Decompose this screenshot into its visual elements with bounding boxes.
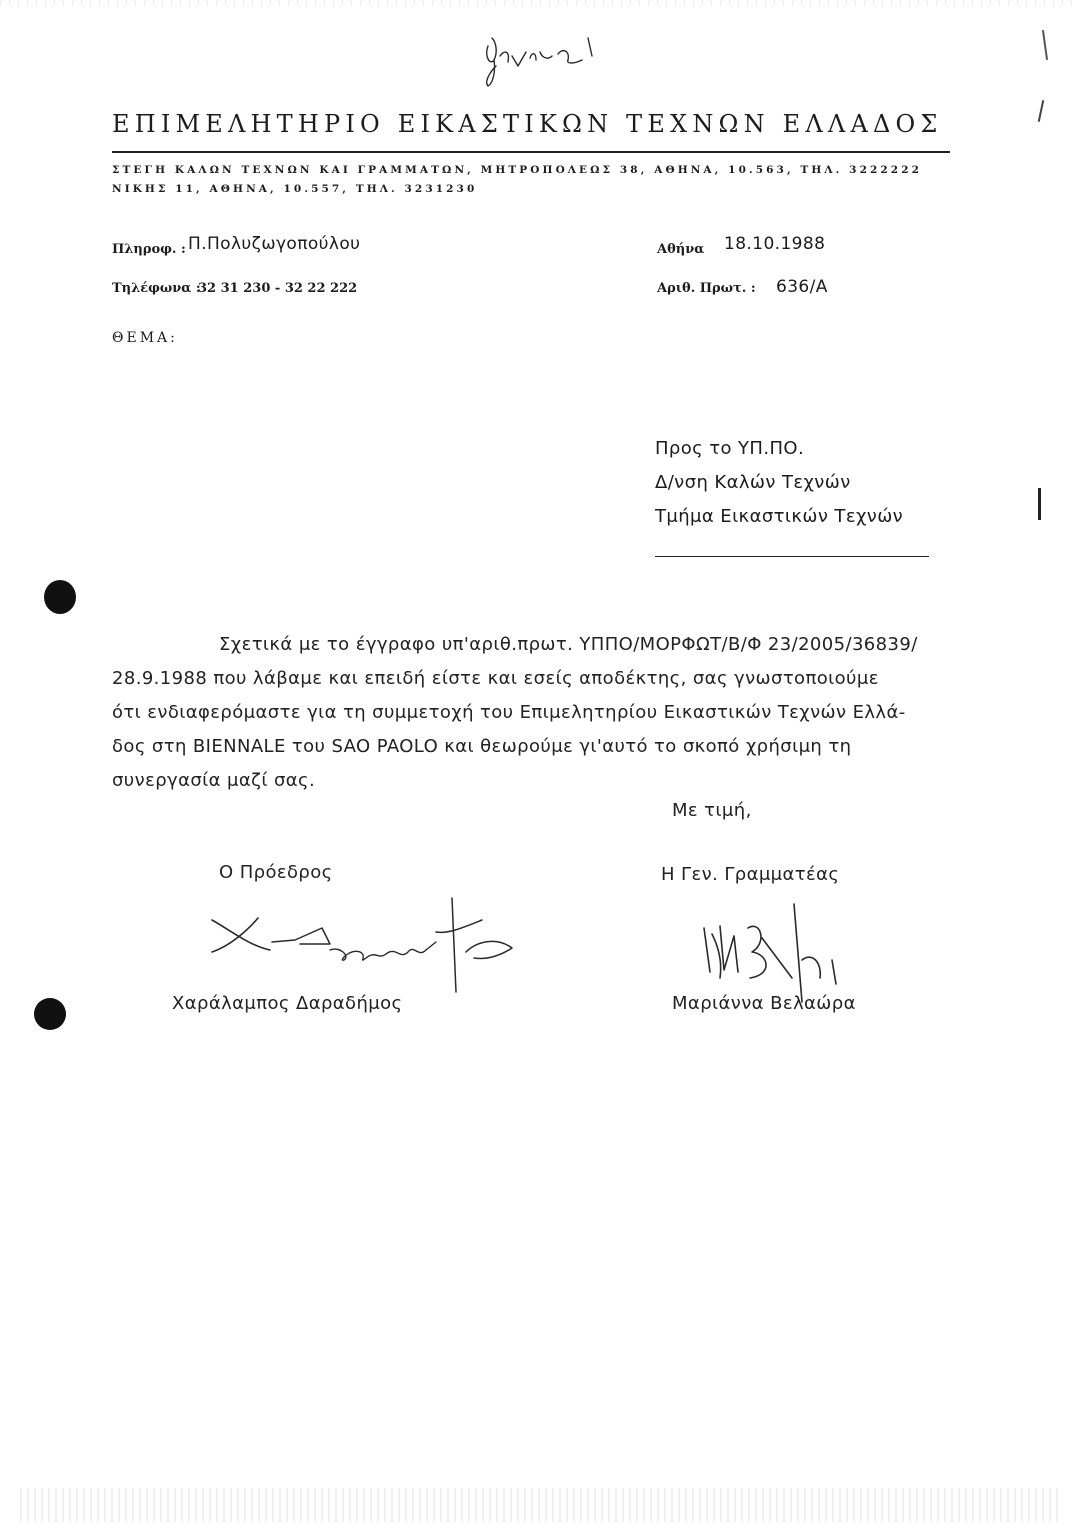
right-signatory-name: Μαριάννα Βελαώρα (672, 993, 856, 1014)
subject-label: ΘΕΜΑ: (112, 330, 178, 346)
scan-noise (20, 1488, 1060, 1522)
phones-value: 32 31 230 - 32 22 222 (198, 281, 358, 296)
margin-mark (1042, 30, 1048, 60)
protocol-value: 636/Α (776, 277, 828, 297)
recipient-line-2: Δ/νση Καλών Τεχνών (655, 472, 851, 493)
place-label: Αθήνα (657, 242, 705, 257)
margin-mark (1038, 488, 1041, 520)
right-signature (690, 898, 860, 1008)
punch-hole (34, 998, 66, 1030)
recipient-line-1: Προς το ΥΠ.ΠΟ. (655, 438, 805, 459)
handwritten-note (478, 22, 618, 92)
protocol-label: Αριθ. Πρωτ. : (657, 281, 756, 296)
info-label: Πληροφ. : (112, 242, 186, 257)
info-value: Π.Πολυζωγοπούλου (188, 234, 361, 254)
letterhead-address-2: ΝΙΚΗΣ 11, ΑΘΗΝΑ, 10.557, ΤΗΛ. 3231230 (112, 183, 478, 195)
left-signature (200, 890, 530, 1000)
organization-name: ΕΠΙΜΕΛΗΤΗΡΙΟ ΕΙΚΑΣΤΙΚΩΝ ΤΕΧΝΩΝ ΕΛΛΑΔΟΣ (112, 110, 943, 138)
letterhead-address-1: ΣΤΕΓΗ ΚΑΛΩΝ ΤΕΧΝΩΝ ΚΑΙ ΓΡΑΜΜΑΤΩΝ, ΜΗΤΡΟΠΟΛΕΩΣ 38, ΑΘΗΝΑ, 10.563, ΤΗΛ. 3222222 (112, 164, 923, 176)
scan-noise (0, 0, 1080, 6)
phones-label: Τηλέφωνα : (112, 281, 201, 296)
left-signatory-title: Ο Πρόεδρος (219, 862, 333, 883)
left-signatory-name: Χαράλαμπος Δαραδήμος (172, 993, 403, 1014)
right-signatory-title: Η Γεν. Γραμματέας (661, 864, 840, 885)
date-value: 18.10.1988 (724, 234, 826, 254)
recipient-underline (655, 556, 929, 557)
punch-hole (44, 580, 76, 614)
letterhead-divider (112, 151, 950, 153)
body-line-3: ότι ενδιαφερόμαστε για τη συμμετοχή του Επιμελητηρίου Εικαστικών Τεχνών Ελλά- (112, 702, 906, 723)
body-line-2: 28.9.1988 που λάβαμε και επειδή είστε και εσείς αποδέκτης, σας γνωστοποιούμε (112, 668, 879, 689)
body-line-5: συνεργασία μαζί σας. (112, 770, 316, 791)
closing-text: Με τιμή, (672, 800, 752, 821)
margin-mark (1038, 100, 1045, 122)
body-line-4: δος στη BIENNALE του SAO PAOLO και θεωρούμε γι'αυτό το σκοπό χρήσιμη τη (112, 736, 852, 757)
recipient-line-3: Τμήμα Εικαστικών Τεχνών (655, 506, 904, 527)
body-line-1: Σχετικά με το έγγραφο υπ'αριθ.πρωτ. ΥΠΠΟ/ΜΟΡΦΩΤ/Β/Φ 23/2005/36839/ (219, 634, 918, 655)
